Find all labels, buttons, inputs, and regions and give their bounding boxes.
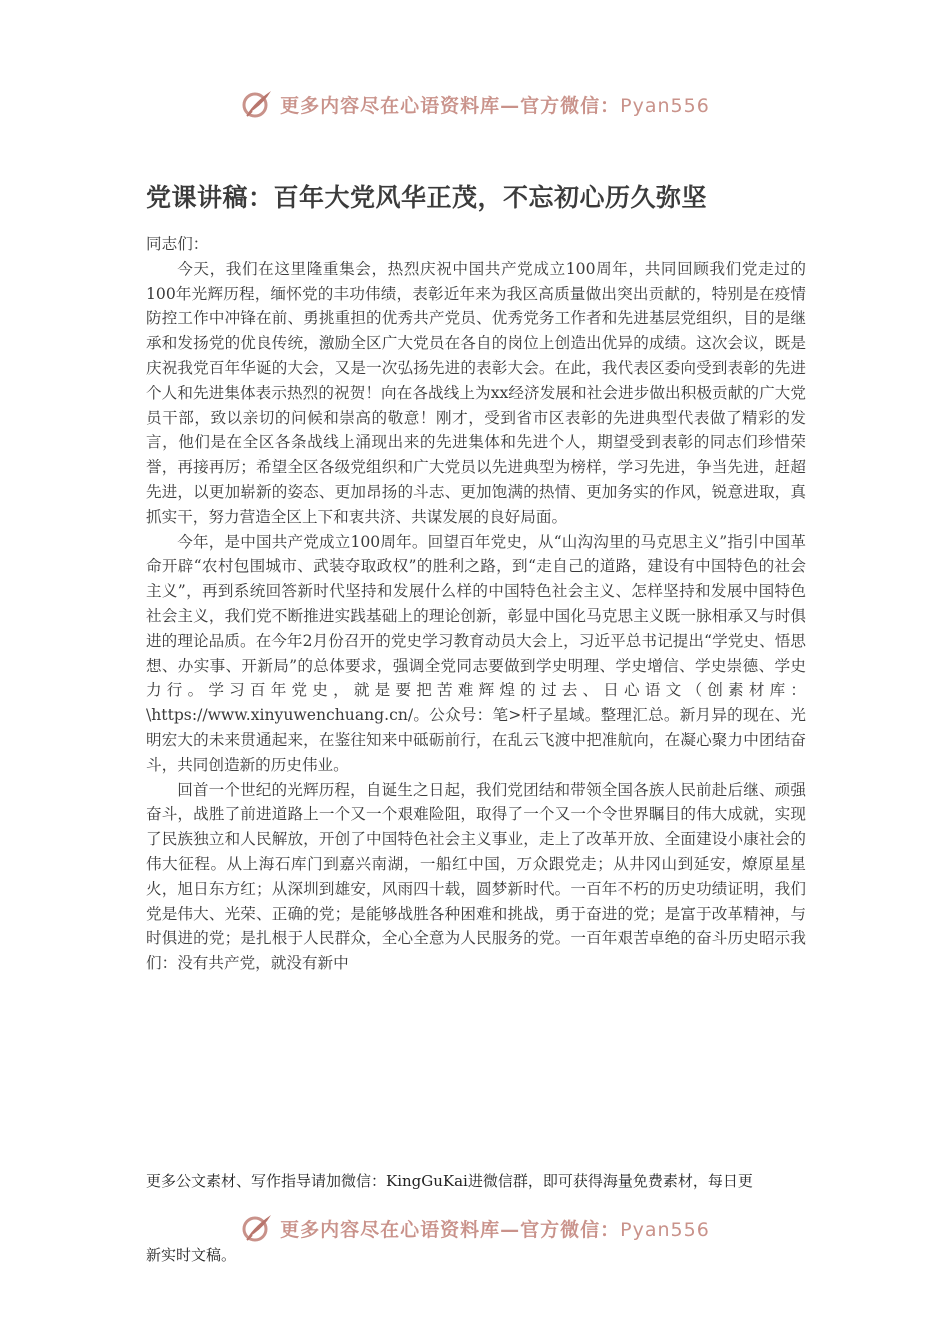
body-paragraph: 今年，是中国共产党成立100周年。回望百年党史，从“山沟沟里的马克思主义”指引中国革命开辟“农村包围城市、武装夺取政权”的胜利之路，到“走自己的道路，建设有中国特色的社会主义”，再到系统回答新时代坚持和发展什么样的中国特色社会主义、怎样坚持和发展中国特色社会主义，我们党不断推进实践基础上的理论创新，彰显中国化马克思主义既一脉相承又与时俱进的理论品质。在今年2月份召开的党史学习教育动员大会上，习近平总书记提出“学党史、悟思想、办实事、开新局”的总体要求，强调全党同志要做到学史明理、学史增信、学史崇德、学史力行。学习百年党史，就是要把苦难辉煌的过去、日心语文（创素材库：\https://www.xinyuwenchuang.cn/。公众号：笔>杆子星域。整理汇总。新月异的现在、光明宏大的未来贯通起来，在鉴往知来中砥砺前行，在乱云飞渡中把准航向，在凝心聚力中团结奋斗，共同创造新的历史伟业。 — [146, 532, 806, 774]
watermark-text: 更多内容尽在心语资料库—官方微信：Pyan556 — [280, 94, 710, 117]
quill-logo-icon — [240, 87, 274, 121]
footer-promo-tail: 新实时文稿。 — [146, 1246, 237, 1264]
document-body — [146, 232, 806, 976]
header-watermark-banner — [0, 82, 950, 126]
watermark-text: 更多内容尽在心语资料库—官方微信：Pyan556 — [280, 1218, 710, 1241]
body-paragraph: 回首一个世纪的光辉历程，自诞生之日起，我们党团结和带领全国各族人民前赴后继、顽强奋斗，战胜了前进道路上一个又一个艰难险阻，取得了一个又一个令世界瞩目的伟大成就，实现了民族独立和人民解放，开创了中国特色社会主义事业，走上了改革开放、全面建设小康社会的伟大征程。从上海石库门到嘉兴南湖，一船红中国，万众跟党走；从井冈山到延安，燎原星星火，旭日东方红；从深圳到雄安，风雨四十载，圆梦新时代。一百年不朽的历史功绩证明，我们党是伟大、光荣、正确的党；是能够战胜各种困难和挑战，勇于奋进的党；是富于改革精神，与时俱进的党；是扎根于人民群众，全心全意为人民服务的党。一百年艰苦卓绝的奋斗历史昭示我们：没有共产党，就没有新中 — [146, 780, 806, 973]
footer-promo-line: 更多公文素材、写作指导请加微信：KingGuKai进微信群，即可获得海量免费素材，每日更 — [146, 1172, 753, 1190]
quill-logo-icon — [240, 1211, 274, 1245]
footer-watermark-banner — [0, 1206, 950, 1250]
salutation: 同志们： — [146, 235, 209, 253]
watermark-wechat-id: Pyan556 — [620, 1218, 710, 1241]
watermark-wechat-id: Pyan556 — [620, 94, 710, 117]
document-title: 党课讲稿：百年大党风华正茂，不忘初心历久弥坚 — [146, 183, 708, 212]
body-paragraph: 今天，我们在这里隆重集会，热烈庆祝中国共产党成立100周年，共同回顾我们党走过的100年光辉历程，缅怀党的丰功伟绩，表彰近年来为我区高质量做出突出贡献的，特别是在疫情防控工作中冲锋在前、勇挑重担的优秀共产党员、优秀党务工作者和先进基层党组织，目的是继承和发扬党的优良传统，激励全区广大党员在各自的岗位上创造出优异的成绩。这次会议，既是庆祝我党百年华诞的大会，又是一次弘扬先进的表彰大会。在此，我代表区委向受到表彰的先进个人和先进集体表示热烈的祝贺！向在各战线上为xx经济发展和社会进步做出积极贡献的广大党员干部，致以亲切的问候和崇高的敬意！刚才，受到省市区表彰的先进典型代表做了精彩的发言，他们是在全区各条战线上涌现出来的先进集体和先进个人，期望受到表彰的同志们珍惜荣誉，再接再厉；希望全区各级党组织和广大党员以先进典型为榜样，学习先进，争当先进，赶超先进，以更加崭新的姿态、更加昂扬的斗志、更加饱满的热情、更加务实的作风，锐意进取，真抓实干，努力营造全区上下和衷共济、共谋发展的良好局面。 — [146, 259, 806, 526]
